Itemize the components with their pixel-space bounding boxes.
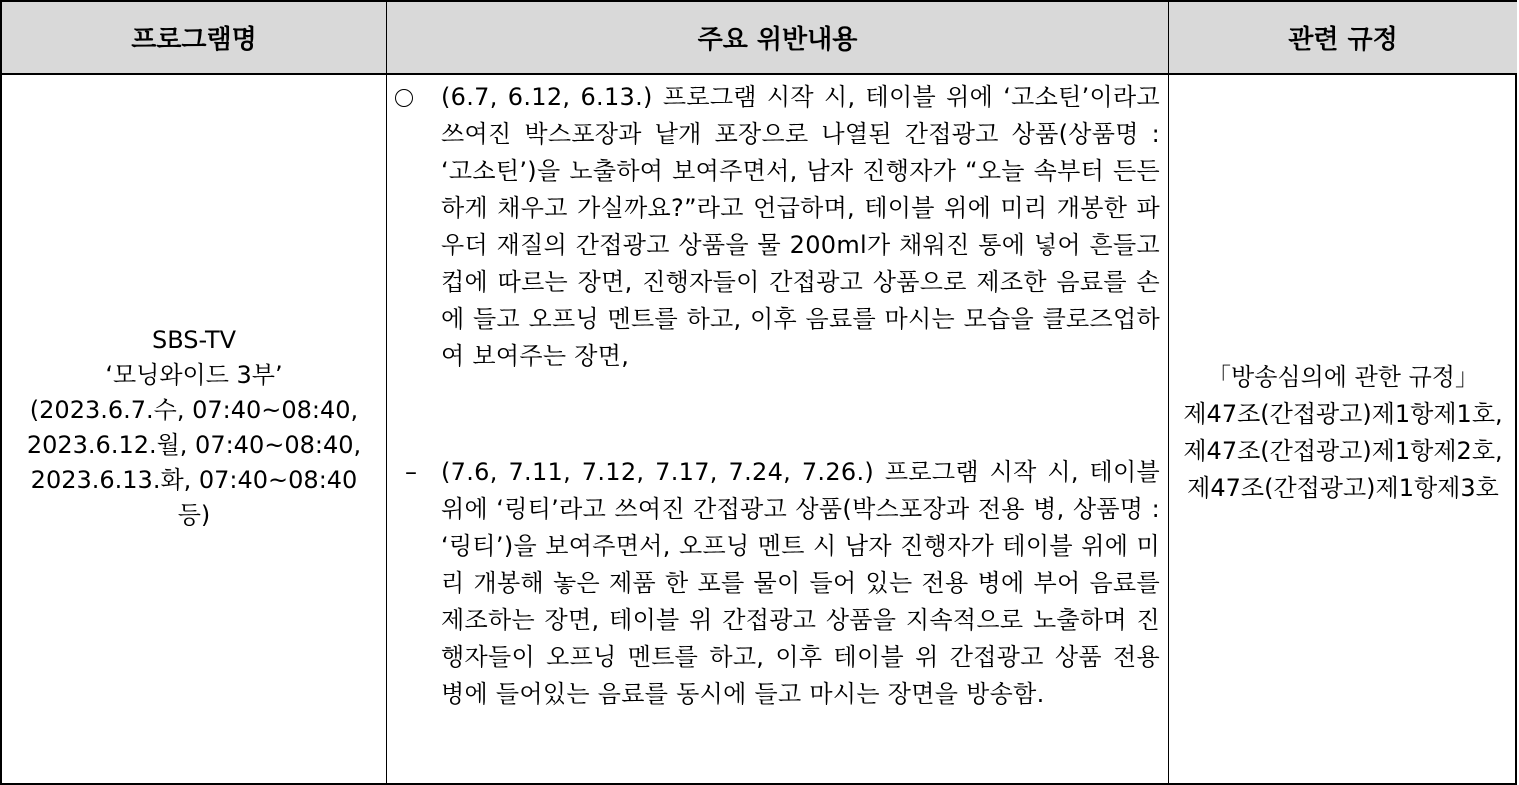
program-line: (2023.6.7.수, 07:40~08:40, xyxy=(29,396,359,424)
regulation-cell xyxy=(1169,75,1517,783)
violation-text: (7.6, 7.11, 7.12, 7.17, 7.24, 7.26.) 프로그램 시작 시, 테이블 위에 ‘링티’라고 쓰여진 간접광고 상품(박스포장과 전용 병, 상품명 : ‘링티’)을 보여주면서, 오프닝 멘트 시 남자 진행자가 테이블 위에 미리 개봉해 놓은 제품 한 포를 물이 들어 있는 전용 병에 부어 음료를 제조하는 장면, 테이블 위 간접광고 상품을 지속적으로 노출하며 진행자들이 오프닝 멘트를 하고, 이후 테이블 위 간접광고 상품 전용 병에 들어있는 음료를 동시에 들고 마시는 장면을 방송함. xyxy=(441,458,1160,708)
header-program-label: 프로그램명 xyxy=(131,25,257,55)
header-regulation xyxy=(1169,2,1517,75)
regulation-list xyxy=(1169,359,1517,507)
dash-bullet-icon: – xyxy=(405,458,418,486)
violation-item xyxy=(391,79,1160,375)
violation-item xyxy=(391,454,1160,713)
program-info xyxy=(2,323,386,533)
header-program xyxy=(2,2,387,75)
program-cell xyxy=(2,75,387,783)
circle-bullet-icon xyxy=(391,79,435,118)
regulation-line: 제47조(간접광고)제1항제2호, xyxy=(1183,437,1503,465)
violation-text: (6.7, 6.12, 6.13.) 프로그램 시작 시, 테이블 위에 ‘고소틴’이라고 쓰여진 박스포장과 낱개 포장으로 나열된 간접광고 상품(상품명 : ‘고소틴’)을 노출하여 보여주면서, 남자 진행자가 “오늘 속부터 든든하게 채우고 가실까요?”라고 언급하며, 테이블 위에 미리 개봉한 파우더 재질의 간접광고 상품을 물 200ml가 채워진 통에 넣어 흔들고 컵에 따르는 장면, 진행자들이 간접광고 상품으로 제조한 음료를 손에 들고 오프닝 멘트를 하고, 이후 음료를 마시는 모습을 클로즈업하여 보여주는 장면, xyxy=(441,83,1160,370)
program-line: 등) xyxy=(177,501,211,529)
program-line: 2023.6.13.화, 07:40~08:40 xyxy=(30,466,358,494)
header-violation xyxy=(387,2,1169,75)
program-line: ‘모닝와이드 3부’ xyxy=(105,361,283,389)
regulation-line: 「방송심의에 관한 규정」 xyxy=(1207,363,1479,391)
program-line: SBS-TV xyxy=(151,326,237,354)
program-line: 2023.6.12.월, 07:40~08:40, xyxy=(26,431,362,459)
header-regulation-label: 관련 규정 xyxy=(1288,25,1398,55)
regulation-line: 제47조(간접광고)제1항제1호, xyxy=(1183,400,1503,428)
regulation-line: 제47조(간접광고)제1항제3호 xyxy=(1187,474,1499,502)
header-violation-label: 주요 위반내용 xyxy=(697,25,858,55)
violation-cell xyxy=(387,75,1169,783)
